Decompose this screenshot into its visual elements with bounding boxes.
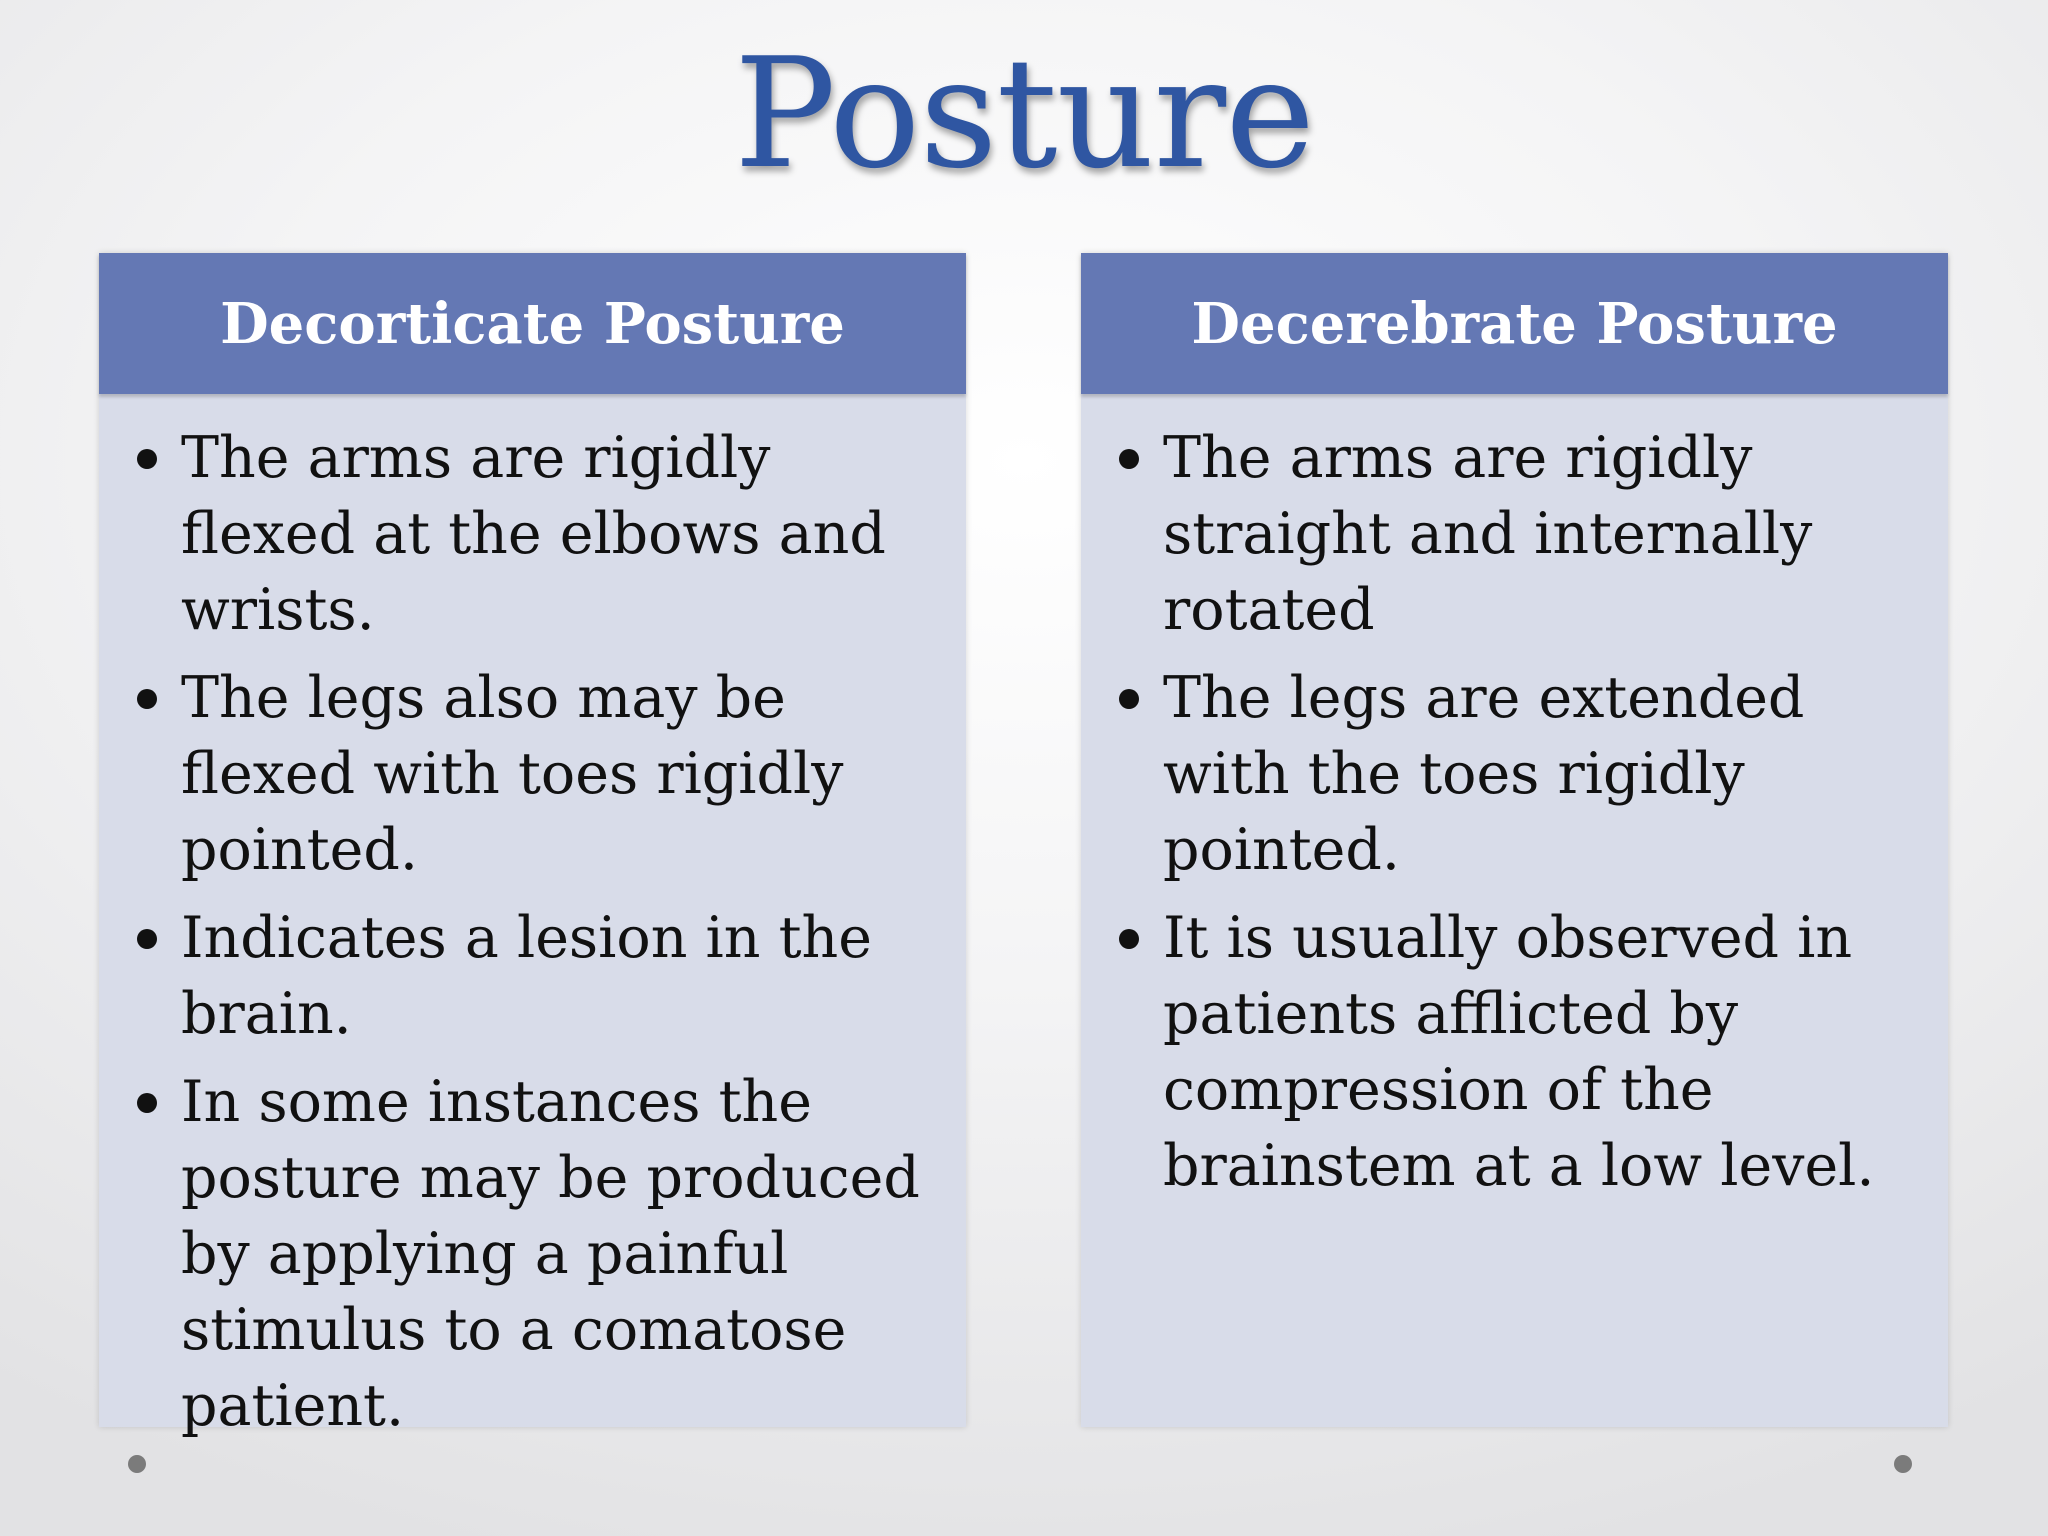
bullet-item [137,900,936,1052]
bullet-icon [1119,689,1139,709]
bullet-icon [1119,929,1139,949]
bullet-text: Indicates a lesion in the brain. [181,905,872,1047]
corner-dot-icon [128,1455,146,1473]
bullet-icon [137,1093,157,1113]
bullet-text: The legs also may be flexed with toes rigidly pointed. [181,665,844,883]
bullet-list [137,420,936,1444]
bullet-text: The legs are extended with the toes rigidly pointed. [1163,665,1805,883]
bullet-icon [137,449,157,469]
bullet-item [1119,660,1918,888]
decorticate-panel [99,253,966,1439]
bullet-item [137,420,936,648]
bullet-item [137,1064,936,1444]
bullet-item [1119,900,1918,1204]
bullet-icon [137,689,157,709]
corner-dot-icon [1894,1455,1912,1473]
bullet-text: It is usually observed in patients afflicted by compression of the brainstem at a low level. [1163,905,1875,1199]
bullet-list [1119,420,1918,1204]
bullet-text: The arms are rigidly straight and internally rotated [1163,425,1813,643]
bullet-icon [1119,449,1139,469]
decerebrate-panel [1081,253,1948,1427]
slide-title: Posture [733,25,1315,202]
bullet-text: The arms are rigidly flexed at the elbows and wrists. [181,425,886,643]
panel-header: Decorticate Posture [99,253,966,394]
bullet-icon [137,929,157,949]
bullet-item [1119,420,1918,648]
bullet-item [137,660,936,888]
panel-header: Decerebrate Posture [1081,253,1948,394]
panel-body [99,394,966,1444]
panel-body [1081,394,1948,1204]
bullet-text: In some instances the posture may be produced by applying a painful stimulus to a comatose patient. [181,1069,920,1439]
